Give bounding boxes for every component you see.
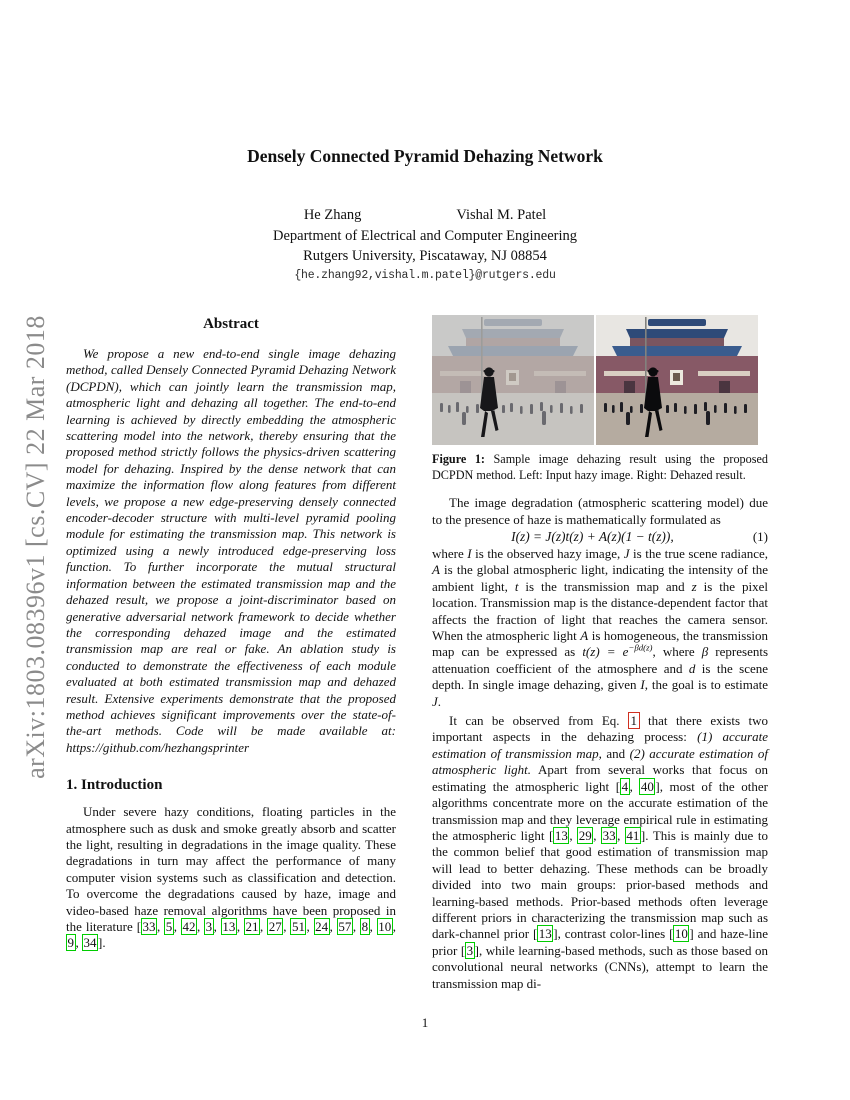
left-column — [66, 316, 396, 952]
author-1: He Zhang — [303, 207, 362, 223]
citation-link[interactable]: 9 — [67, 935, 74, 951]
paragraph-two-aspects: It can be observed from Eq. 1 that there exists two important aspects in the dehazing process: (1) accurate estimation of transmission map, and (2) accurate estimation of atmospheric light. Apart from several works that focus on estimating the atmospheric light [ 4 , 40 ], most of the other algorithms concentrate more on the accurate estimation of the transmission map and they leverage empirical rule in estimating the atmospheric light [ 13 , 29 , 33 , 41 ]. This is mainly due to the common belief that good estimation of transmission map will lead to better dehazing. These methods can be broadly divided into two main groups: prior-based methods and learning-based methods. Prior-based methods often leverage different priors in characterizing the transmission map such as dark-channel prior [ 13 ], contrast color-lines [ 10 ] and haze-line prior [ 3 ], while learning-based methods, such as those based on convolutional neural networks (CNNs), attempt to learn the transmission map di- — [432, 713, 769, 991]
citation-link[interactable]: 33 — [142, 919, 156, 934]
citation-link[interactable]: 3 — [466, 942, 474, 958]
section-heading-introduction: 1. Introduction — [66, 777, 163, 794]
dehazed-result-image — [596, 315, 758, 445]
citation-link[interactable]: 8 — [361, 919, 369, 934]
abstract-heading: Abstract — [203, 316, 259, 332]
right-column — [432, 315, 768, 992]
citation-link[interactable]: 34 — [83, 935, 97, 951]
equation-1-number: (1) — [752, 529, 768, 544]
citation-link[interactable]: 41 — [626, 827, 640, 843]
affiliation-line-2: Rutgers University, Piscataway, NJ 08854 — [303, 247, 547, 264]
citation-link[interactable]: 13 — [554, 827, 568, 843]
figure-1-images — [432, 315, 768, 445]
paper-header — [0, 146, 850, 282]
page-title: Densely Connected Pyramid Dehazing Network — [247, 146, 603, 166]
figure-1-caption-text: Sample image dehazing result using the proposed DCPDN method. Left: Input hazy image. Right: Dehazed result. — [432, 452, 768, 482]
figure-1-caption — [432, 452, 768, 483]
citation-link[interactable]: 4 — [621, 778, 629, 794]
citation-link[interactable]: 3 — [205, 919, 213, 934]
introduction-paragraph: Under severe hazy conditions, floating particles in the atmosphere such as dusk and smoke greatly absorb and scatter the light, resulting in degradations in the image quality. These degradations in turn may affect the performance of many computer vision systems such as classification and detection. To overcome the degradations caused by haze, image and video-based haze removal algorithms have been proposed in the literature [ 33 , 5 , 42 , 3 , 13 , 21 , 27 , 51 , 24 , 57 , 8 , 10 , 9 , 34 ]. — [66, 804, 397, 951]
paragraph-degradation-model: The image degradation (atmospheric scattering model) due to the presence of haze is mathematically formulated as — [432, 495, 768, 527]
equation-1 — [432, 529, 768, 545]
author-line — [0, 207, 850, 224]
author-email: {he.zhang92,vishal.m.patel}@rutgers.edu — [294, 269, 556, 282]
citation-link[interactable]: 29 — [578, 827, 592, 843]
citation-link[interactable]: 40 — [640, 778, 654, 794]
citation-link[interactable]: 10 — [378, 919, 392, 934]
equation-ref[interactable]: 1 — [628, 712, 640, 729]
abstract-text: We propose a new end-to-end single image dehazing method, called Densely Connected Pyramid Dehazing Network (DCPDN), which can jointly learn the transmission map, atmospheric light and dehazing all together. The end-to-end learning is achieved by directly embedding the atmospheric scattering model into the network, thereby ensuring that the proposed method strictly follows the physics-driven scattering model for dehazing. Inspired by the dense network that can maximize the information flow along features from different levels, we propose a new edge-preserving densely connected encoder-decoder structure with multi-level pyramid pooling module for estimating the transmission map. This network is optimized using a newly introduced edge-preserving loss function. To further incorporate the mutual structural information between the estimated transmission map and the dehazed result, we propose a joint-discriminator based on generative adversarial network framework to decide whether the corresponding dehazed image and the estimated transmission map are real or fake. An ablation study is conducted to demonstrate the effectiveness of each module evaluated at both estimated transmission map and dehazed result. Extensive experiments demonstrate that the proposed method achieves significant improvements over the state-of-the-art methods. Code will be made available at: https://github.com/hezhangsprinter — [66, 346, 396, 755]
citation-link[interactable]: 13 — [538, 926, 552, 942]
equation-1-body: I(z) = J(z)t(z) + A(z)(1 − t(z)), — [511, 529, 674, 544]
citation-link[interactable]: 51 — [291, 919, 305, 934]
figure-1-caption-label: Figure 1: — [432, 452, 485, 466]
author-2: Vishal M. Patel — [456, 207, 547, 223]
arxiv-banner: arXiv:1803.08396v1 [cs.CV] 22 Mar 2018 — [21, 315, 50, 779]
input-hazy-image — [432, 315, 594, 445]
paragraph-model-explanation: where I is the observed hazy image, J is the true scene radiance, A is the global atmospheric light, indicating the intensity of the ambient light, t is the transmission map and z is the pixel location. Transmission map is the distance-dependent factor that affects the fraction of light that reaches the camera sensor. When the atmospheric light A is homogeneous, the transmission map can be expressed as $t(z) = e^{-\beta d(z)}$, where β represents attenuation coefficient of the atmosphere and d is the scene depth. In single image dehazing, given I, the goal is to estimate J. — [432, 546, 769, 709]
page-number: 1 — [421, 1015, 429, 1030]
citation-link[interactable]: 57 — [338, 919, 352, 934]
citation-link[interactable]: 33 — [602, 827, 616, 843]
citation-link[interactable]: 42 — [182, 919, 196, 934]
citation-link[interactable]: 27 — [268, 919, 282, 934]
citation-link[interactable]: 24 — [315, 919, 329, 934]
figure-1 — [432, 315, 768, 483]
citation-link[interactable]: 21 — [245, 919, 259, 934]
citation-link[interactable]: 13 — [222, 919, 236, 934]
affiliation — [0, 227, 850, 266]
affiliation-line-1: Department of Electrical and Computer Engineering — [273, 228, 577, 244]
citation-link[interactable]: 10 — [674, 926, 688, 942]
citation-link[interactable]: 5 — [165, 919, 173, 934]
